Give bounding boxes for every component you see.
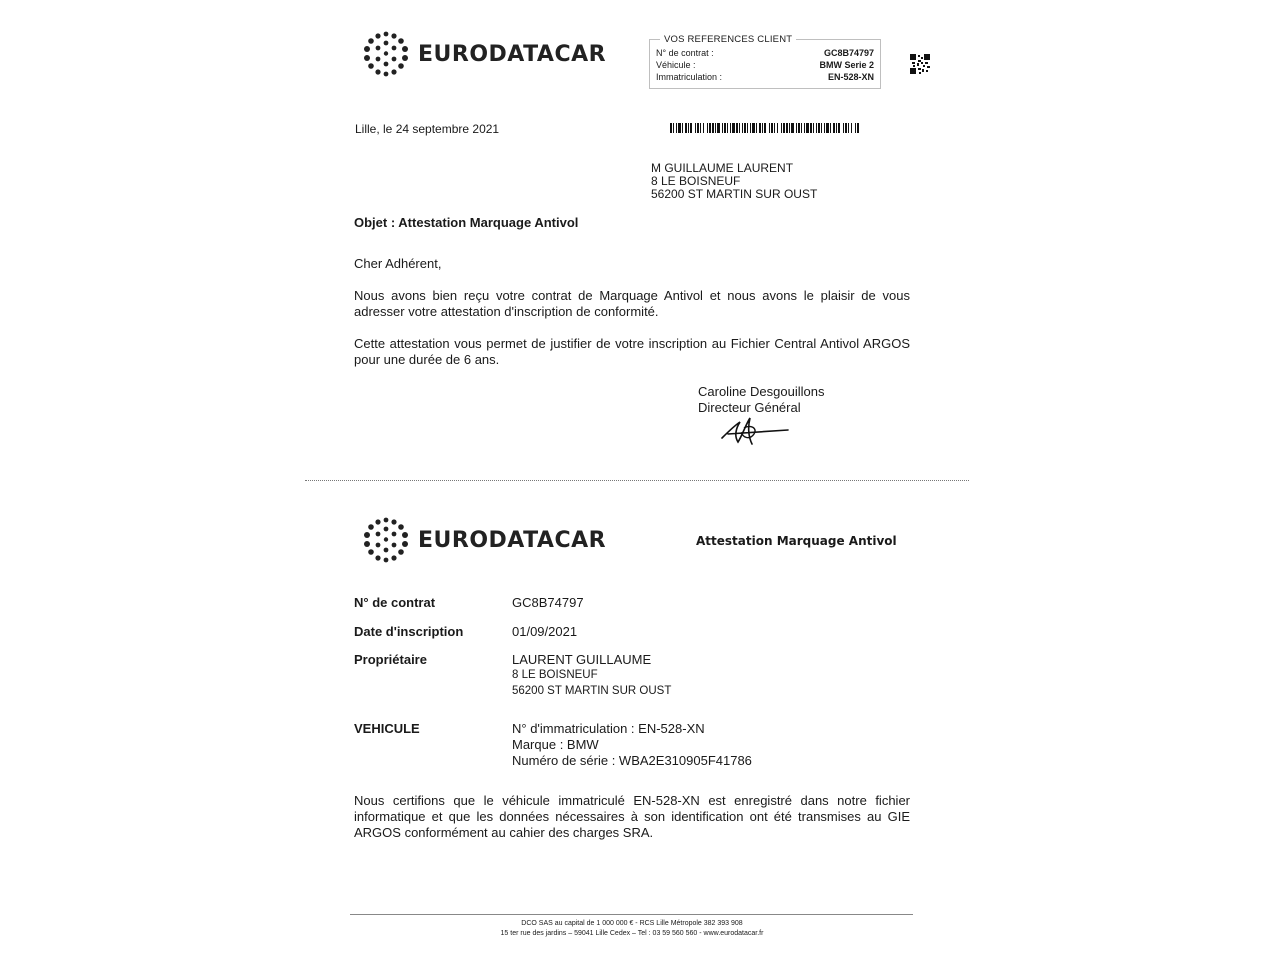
contract-label: N° de contrat [354, 595, 436, 610]
owner-address [512, 652, 671, 699]
reference-label: N° de contrat : [656, 48, 714, 58]
signatory-name: Caroline Desgouillons [698, 384, 825, 399]
letter-greeting: Cher Adhérent, [354, 256, 442, 271]
contract-value: GC8B74797 [512, 595, 584, 610]
reference-value: GC8B74797 [823, 48, 874, 58]
brand-logo [362, 30, 606, 78]
footer [352, 919, 912, 939]
reference-row [656, 72, 874, 82]
brand-logo [362, 516, 606, 564]
place-date: Lille, le 24 septembre 2021 [355, 122, 500, 136]
vehicle-line: Numéro de série : WBA2E310905F41786 [512, 753, 752, 768]
footer-line: DCO SAS au capital de 1 000 000 € - RCS Lille Métropole 382 393 908 [521, 920, 743, 927]
certification-statement: Nous certifions que le véhicule immatriculé EN-528-XN est enregistré dans notre fichier informatique et que les données nécessaires à son identification ont été transmises au GIE ARGOS conformément au cahier des charges SRA. [354, 793, 910, 840]
reference-label: Véhicule : [656, 60, 696, 70]
handwritten-signature [718, 414, 792, 448]
vehicle-label: VEHICULE [354, 721, 420, 736]
owner-line: 8 LE BOISNEUF [512, 669, 598, 681]
reference-value: BMW Serie 2 [819, 60, 874, 70]
owner-line: LAURENT GUILLAUME [512, 652, 652, 667]
signatory-title: Directeur Général [698, 400, 801, 415]
brand-name: EURODATACAR [418, 41, 607, 67]
footer-line: 15 ter rue des jardins – 59041 Lille Cedex – Tel : 03 59 560 560 - www.eurodatacar.fr [500, 930, 764, 937]
owner-line: 56200 ST MARTIN SUR OUST [512, 685, 672, 697]
letter-subject: Objet : Attestation Marquage Antivol [354, 215, 579, 230]
vehicle-details [512, 721, 752, 769]
client-references-box [649, 34, 881, 89]
inscription-date-value: 01/09/2021 [512, 624, 578, 639]
cut-line [305, 480, 969, 481]
recipient-address [651, 162, 817, 201]
reference-row [656, 48, 874, 58]
brand-name: EURODATACAR [418, 527, 607, 553]
dots-logo-icon [362, 30, 410, 78]
reference-value: EN-528-XN [827, 72, 874, 82]
reference-row [656, 60, 874, 70]
recipient-line: M GUILLAUME LAURENT [651, 161, 794, 175]
certificate-title: Attestation Marquage Antivol [696, 534, 897, 548]
qr-code-icon [910, 54, 930, 74]
footer-divider [350, 914, 913, 915]
dots-logo-icon [362, 516, 410, 564]
letter-paragraph-1: Nous avons bien reçu votre contrat de Marquage Antivol et nous avons le plaisir de vous adresser votre attestation d'inscription de conformité. [354, 288, 910, 319]
references-title: VOS REFERENCES CLIENT [660, 34, 796, 45]
letter-paragraph-2: Cette attestation vous permet de justifier de votre inscription au Fichier Central Antivol ARGOS pour une durée de 6 ans. [354, 336, 910, 367]
signature-block [698, 384, 824, 416]
reference-label: Immatriculation : [656, 72, 723, 82]
owner-label: Propriétaire [354, 652, 427, 667]
vehicle-line: N° d'immatriculation : EN-528-XN [512, 721, 705, 736]
vehicle-line: Marque : BMW [512, 737, 599, 752]
recipient-line: 56200 ST MARTIN SUR OUST [651, 187, 818, 201]
recipient-line: 8 LE BOISNEUF [651, 174, 741, 188]
barcode-icon [670, 123, 860, 133]
inscription-date-label: Date d'inscription [354, 624, 464, 639]
